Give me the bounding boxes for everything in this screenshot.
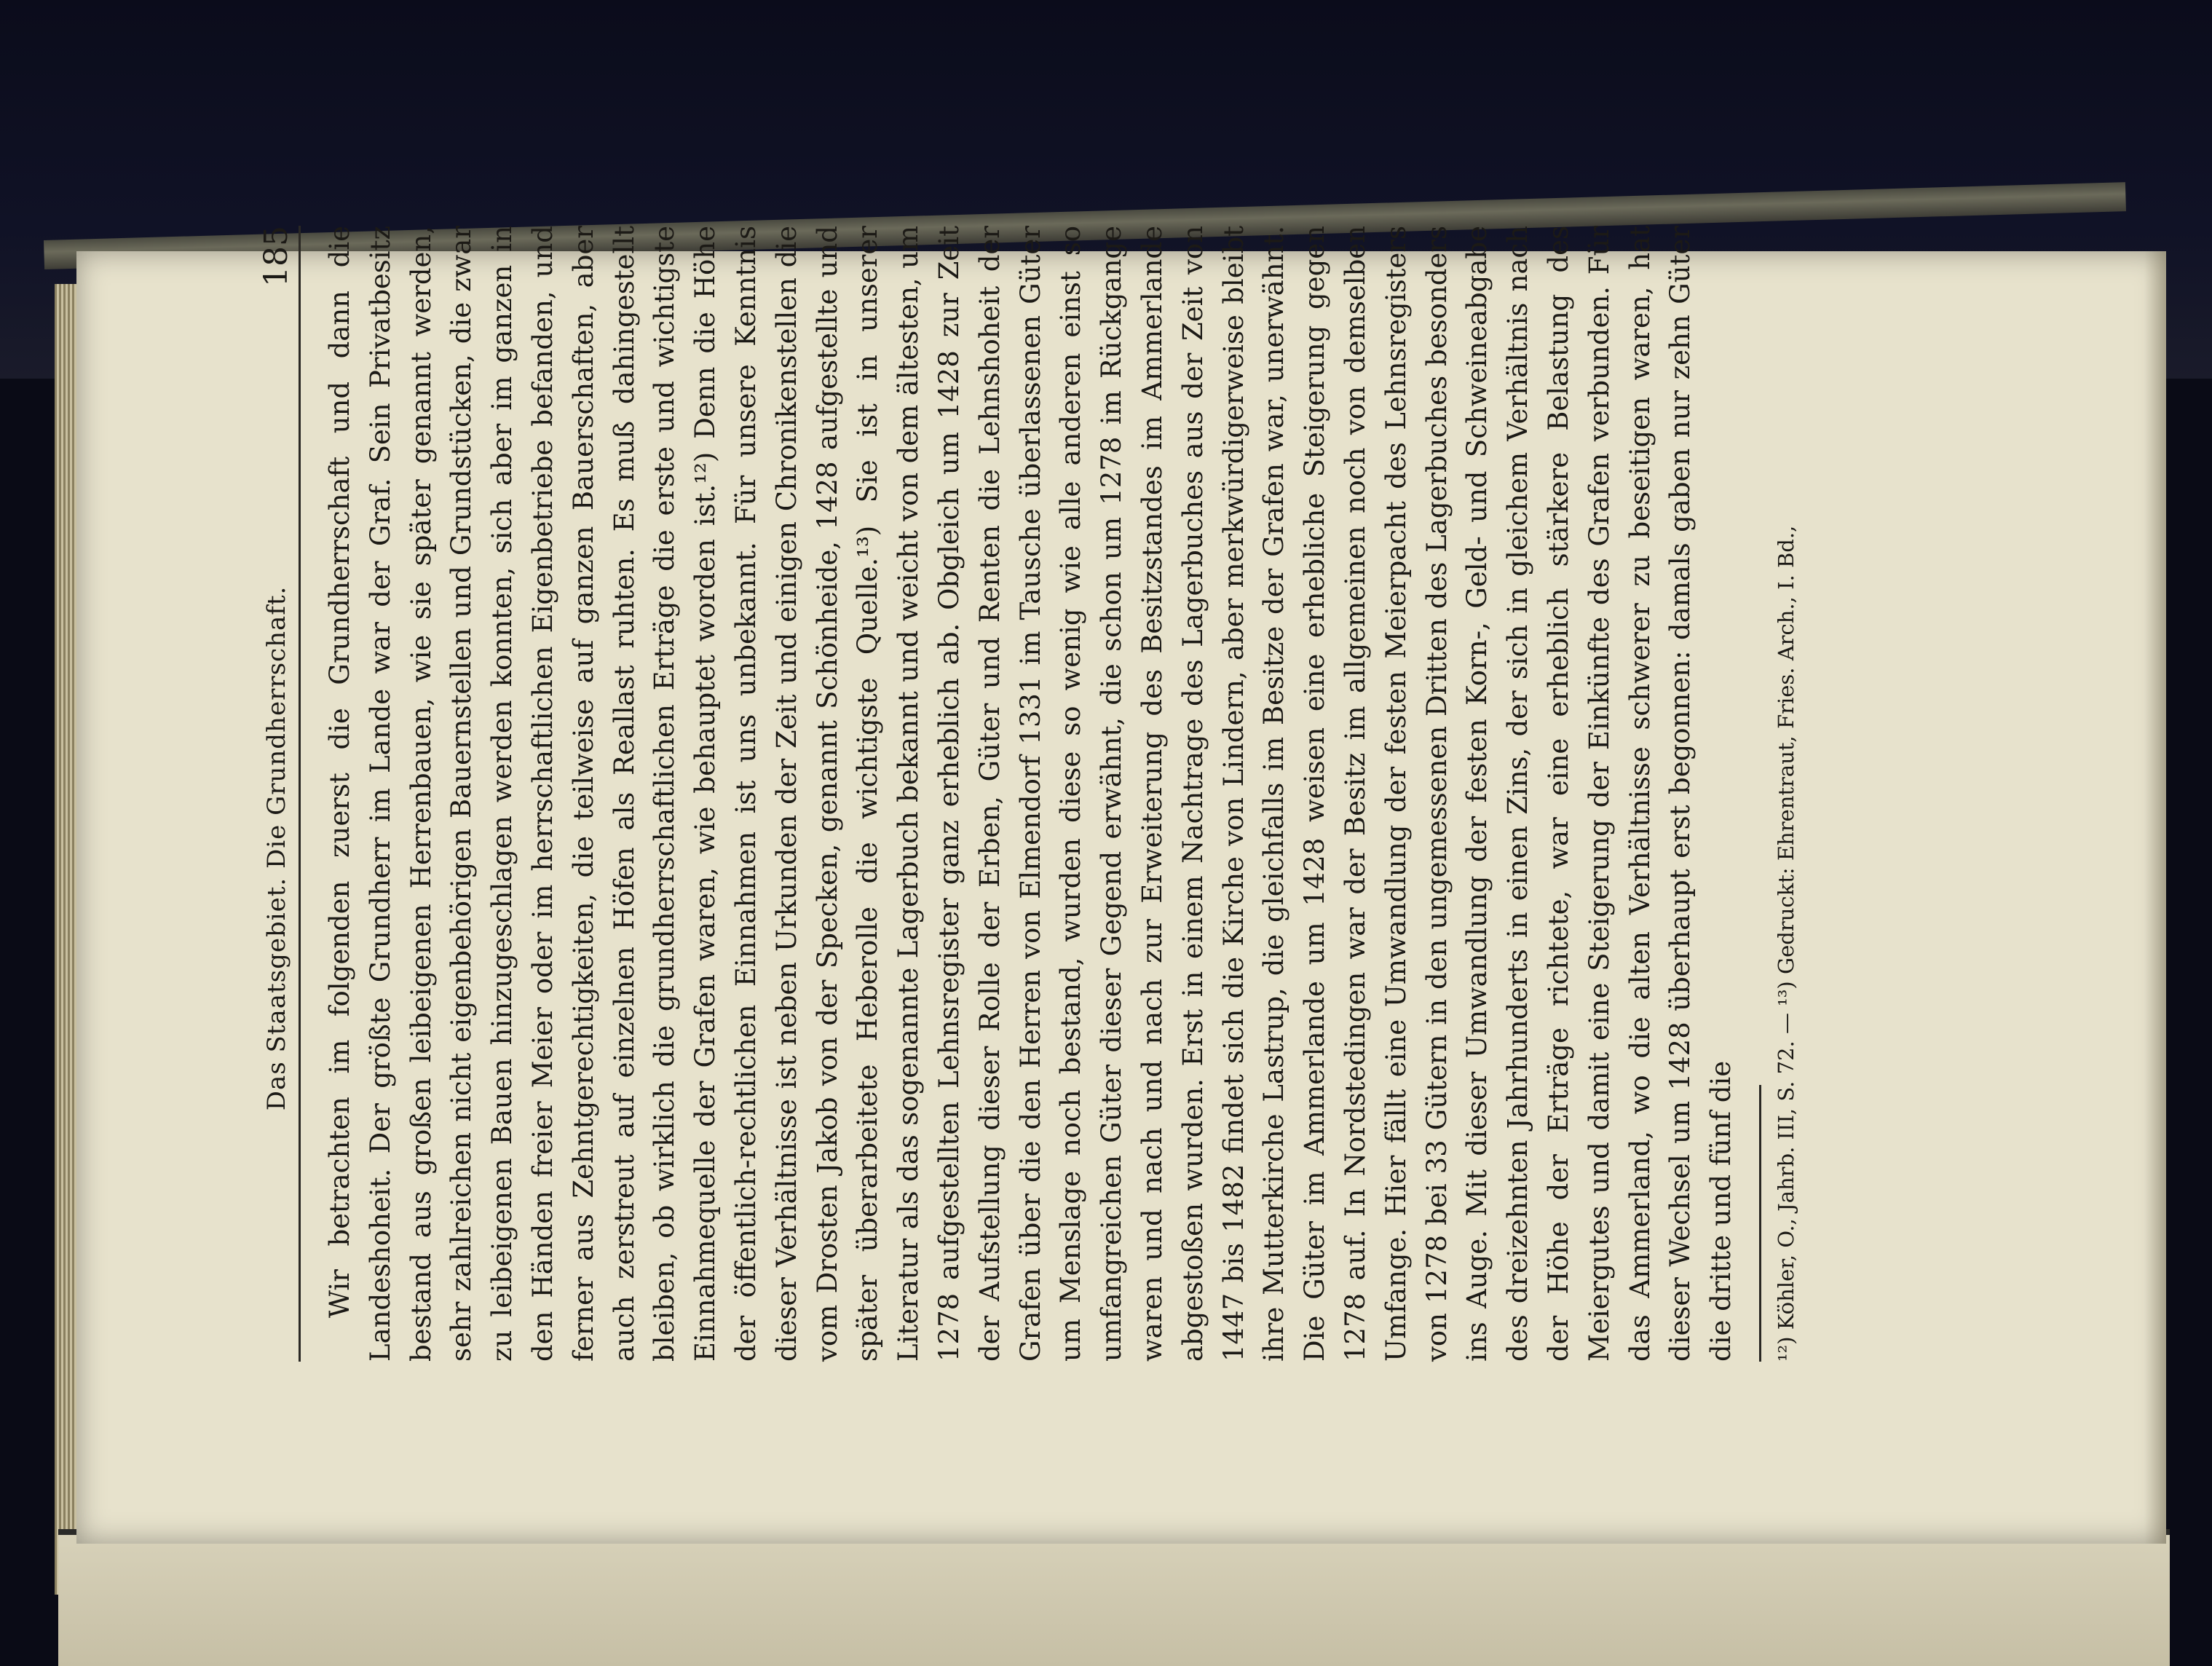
rotated-text-block [255,226,2031,1362]
footnote-separator [1759,1085,1761,1362]
page-header [255,226,301,1362]
footnote: ¹²) Köhler, O., Jahrb. III, S. 72. — ¹³) Gedruckt: Ehrentraut, Fries. Arch., I. Bd., [1773,525,1798,1362]
running-title: Das Staatsgebiet. Die Grundherrschaft. [262,585,291,1111]
page-number: 185 [258,226,295,287]
page-edge-shadow [2144,251,2166,1544]
body-paragraph: Wir betrachten im folgenden zuerst die Grundherrschaft und dann die Landeshoheit. Der größte Grundherr im Lande war der Graf. Sein Privatbesitz bestand aus großen leibeigenen Herrenbauen, wie sie später genannt werden, sehr zahlreichen nicht eigenbehörigen Bauernstellen und Grundstücken, die zwar zu leibeigenen Bauen hinzugeschlagen werden konnten, sich aber im ganzen in den Händen freier Meier oder im herrschaftlichen Eigenbetriebe befanden, und ferner aus Zehntgerechtigkeiten, die teilweise auf ganzen Bauerschaften, aber auch zerstreut auf einzelnen Höfen als Reallast ruhten. Es muß dahingestellt bleiben, ob wirklich die grundherrschaftlichen Erträge die erste und wichtigste Einnahmequelle der Grafen waren, wie behauptet worden ist.¹²) Denn die Höhe der öffentlich-rechtlichen Einnahmen ist uns unbekannt. Für unsere Kenntnis dieser Verhältnisse ist neben Urkunden der Zeit und einigen Chronikenstellen die vom Drosten Jakob von der Specken, genannt Schönheide, 1428 aufgestellte und später überarbeitete Heberolle die wichtigste Quelle.¹³) Sie ist in unserer Literatur als das sogenannte Lagerbuch bekannt und weicht von dem ältesten, um 1278 aufgestellten Lehnsregister ganz erheblich ab. Obgleich um 1428 zur Zeit der Aufstellung dieser Rolle der Erben, Güter und Renten die Lehnshoheit der Grafen über die den Herren von Elmendorf 1331 im Tausche überlassenen Güter um Menslage noch bestand, wurden diese so wenig wie alle anderen einst so umfangreichen Güter dieser Gegend erwähnt, die schon um 1278 im Rückgange waren und nach und nach zur Erweiterung des Besitzstandes im Ammerlande abgestoßen wurden. Erst in einem Nachtrage des Lagerbuches aus der Zeit von 1447 bis 1482 findet sich die Kirche von Lindern, aber merkwürdigerweise bleibt ihre Mutterkirche Lastrup, die gleichfalls im Besitze der Grafen war, unerwähnt. Die Güter im Ammerlande um 1428 weisen eine erhebliche Steigerung gegen 1278 auf. In Nordstedingen war der Besitz im allgemeinen noch von demselben Umfange. Hier fällt eine Umwandlung der festen Meierpacht des Lehnsregisters von 1278 bei 33 Gütern in den ungemessenen Dritten des Lagerbuches besonders ins Auge. Mit dieser Umwandlung der festen Korn-, Geld- und Schweineabgabe des dreizehnten Jahrhunderts in einen Zins, der sich in gleichem Verhältnis nach der Höhe der Erträge richtete, war eine erheblich stärkere Belastung des Meiergutes und damit eine Steigerung der Einkünfte des Grafen verbunden. Für das Ammerland, wo die alten Verhältnisse schwerer zu beseitigen waren, hat dieser Wechsel um 1428 überhaupt erst begonnen: damals gaben nur zehn Güter die dritte und fünf die [324,226,1737,1362]
lower-page-leaf [58,1529,2170,1666]
